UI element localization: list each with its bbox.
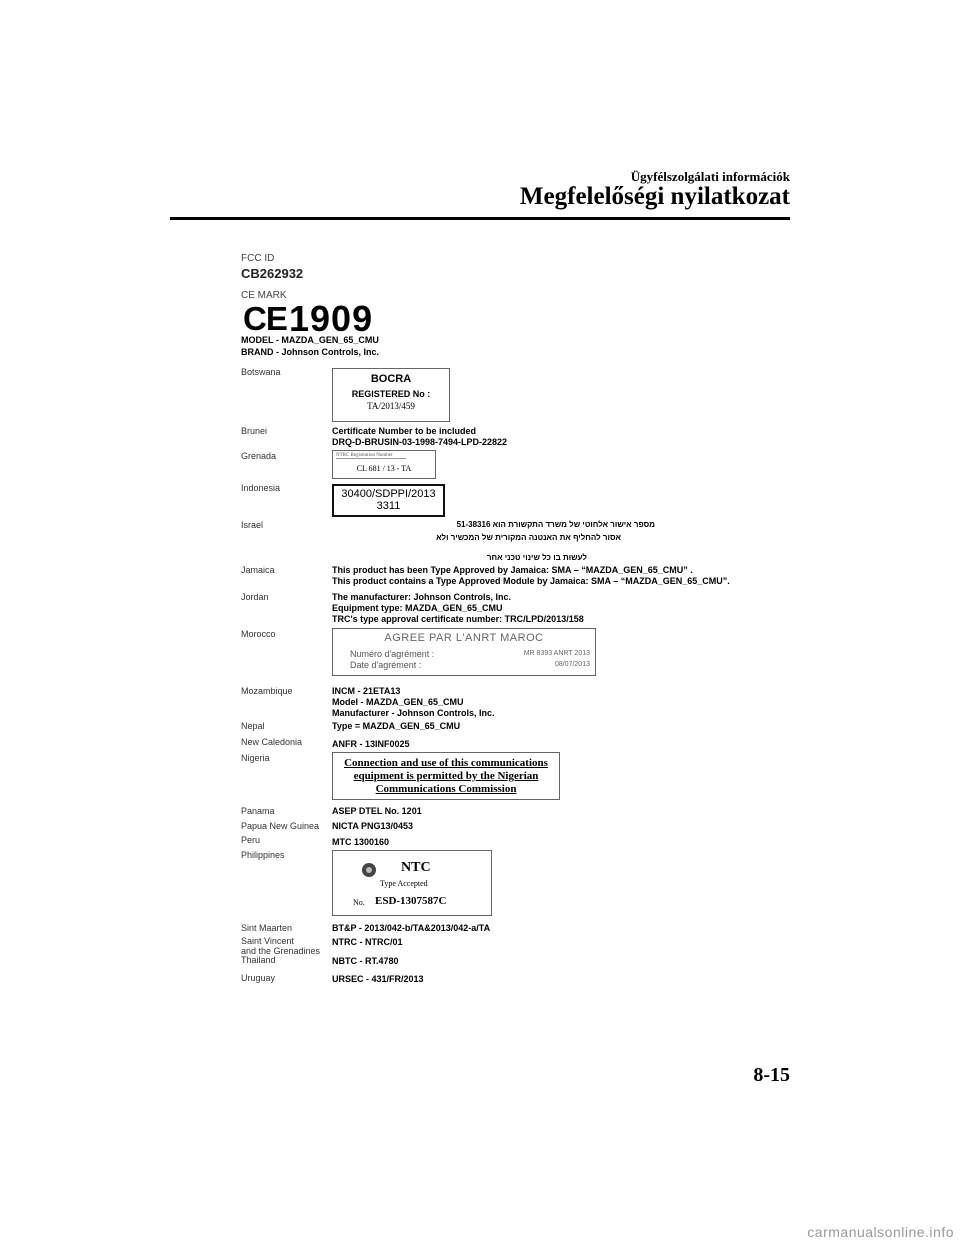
ncc-line: equipment is permitted by the Nigerian xyxy=(353,770,539,782)
page-title: Megfelelőségi nyilatkozat xyxy=(519,183,790,210)
israel-line: מספר אישור אלחוטי של משרד התקשורת הוא 51-38316 xyxy=(456,520,655,529)
country-label-botswana: Botswana xyxy=(241,367,281,377)
png-value: NICTA PNG13/0453 xyxy=(332,821,414,831)
mozambique-line: INCM - 21ETA13 xyxy=(332,686,401,696)
page-number: 8-15 xyxy=(753,1064,790,1086)
fcc-label: FCC ID xyxy=(241,253,275,264)
fcc-id: CB262932 xyxy=(241,266,304,281)
ntrc-number: CL 681 / 13 - TA xyxy=(356,464,412,473)
ncc-line: Connection and use of this communications xyxy=(344,757,548,769)
ce-label: CE MARK xyxy=(241,290,287,301)
ntc-seal-icon xyxy=(361,862,377,878)
country-label-grenada: Grenada xyxy=(241,451,277,461)
st-vincent-label-line: Saint Vincent xyxy=(241,936,294,946)
jordan-value xyxy=(332,592,584,625)
country-label-sint-maarten: Sint Maarten xyxy=(241,923,293,933)
country-label-png: Papua New Guinea xyxy=(241,821,320,831)
ntc-box xyxy=(332,850,492,916)
mozambique-line: Manufacturer - Johnson Controls, Inc. xyxy=(332,708,495,718)
jordan-line: The manufacturer: Johnson Controls, Inc. xyxy=(332,592,512,602)
country-label-jordan: Jordan xyxy=(241,592,269,602)
country-label-indonesia: Indonesia xyxy=(241,483,281,493)
anrt-box xyxy=(332,628,596,676)
anrt-date-label: Date d'agrément : xyxy=(350,660,422,670)
bocra-number: TA/2013/459 xyxy=(367,401,415,411)
jordan-line: Equipment type: MAZDA_GEN_65_CMU xyxy=(332,603,503,613)
panama-value: ASEP DTEL No. 1201 xyxy=(332,806,422,816)
mozambique-line: Model - MAZDA_GEN_65_CMU xyxy=(332,697,464,707)
anrt-number-label: Numéro d'agrément : xyxy=(350,649,435,659)
thailand-value: NBTC - RT.4780 xyxy=(332,956,399,966)
country-label-mozambique: Mozambique xyxy=(241,686,293,696)
country-label-panama: Panama xyxy=(241,806,275,816)
country-label-brunei: Brunei xyxy=(241,426,268,436)
country-label-thailand: Thailand xyxy=(241,955,276,965)
watermark: carmanualsonline.info xyxy=(807,1224,954,1240)
section-name: Ügyfélszolgálati információk xyxy=(630,169,790,184)
bocra-title: BOCRA xyxy=(370,373,412,385)
ntrc-box xyxy=(332,450,436,479)
ntc-title: NTC xyxy=(401,860,431,875)
sdppi-code: 3311 xyxy=(376,500,401,512)
brunei-line: DRQ-D-BRUSIN-03-1998-7494-LPD-22822 xyxy=(332,437,508,447)
st-vincent-label-line: and the Grenadines xyxy=(241,946,321,956)
ncc-line: Communications Commission xyxy=(375,783,517,795)
uruguay-value: URSEC - 431/FR/2013 xyxy=(332,974,424,984)
mozambique-value xyxy=(332,686,495,719)
country-label-st-vincent xyxy=(241,936,320,956)
brunei-line: Certificate Number to be included xyxy=(332,426,477,436)
ntrc-header: NTRC Registration Number xyxy=(336,453,406,459)
country-label-philippines: Philippines xyxy=(241,850,285,860)
nepal-value: Type = MAZDA_GEN_65_CMU xyxy=(332,721,461,731)
ncc-box xyxy=(332,752,560,800)
country-label-nigeria: Nigeria xyxy=(241,753,270,763)
country-label-uruguay: Uruguay xyxy=(241,973,276,983)
model-line: MODEL - MAZDA_GEN_65_CMU xyxy=(241,335,379,345)
country-label-new-caledonia: New Caledonia xyxy=(241,737,303,747)
new-caledonia-value: ANFR - 13INF0025 xyxy=(332,739,410,749)
ce-logo: CE xyxy=(243,300,287,337)
bocra-registered: REGISTERED No : xyxy=(351,389,431,399)
st-vincent-value: NTRC - NTRC/01 xyxy=(332,937,403,947)
country-label-peru: Peru xyxy=(241,835,261,845)
jamaica-value xyxy=(332,565,730,587)
anrt-number-value: MR 8393 ANRT 2013 xyxy=(523,650,590,657)
country-label-morocco: Morocco xyxy=(241,629,276,639)
ntc-no-label: No. xyxy=(353,898,365,907)
ntc-number: ESD-1307587C xyxy=(375,895,447,907)
sdppi-box xyxy=(332,484,445,517)
sint-maarten-value: BT&P - 2013/042-b/TA&2013/042-a/TA xyxy=(332,923,491,933)
sdppi-number: 30400/SDPPI/2013 xyxy=(341,488,436,500)
jordan-line: TRC's type approval certificate number: TRC/LPD/2013/158 xyxy=(332,614,584,624)
jamaica-line: This product has been Type Approved by Jamaica: SMA – “MAZDA_GEN_65_CMU” . xyxy=(332,565,693,575)
ntc-subtitle: Type Accepted xyxy=(380,879,428,888)
brand-line: BRAND - Johnson Controls, Inc. xyxy=(241,347,379,357)
israel-line: לעשות בו כל שינוי טכני אחר xyxy=(486,553,587,562)
jamaica-line: This product contains a Type Approved Module by Jamaica: SMA – “MAZDA_GEN_65_CMU”. xyxy=(332,576,730,586)
bocra-box xyxy=(332,368,450,422)
ce-number: 1909 xyxy=(289,298,374,339)
country-label-israel: Israel xyxy=(241,520,264,530)
header-rule xyxy=(170,217,790,220)
israel-line: אסור להחליף את האנטנה המקורית של המכשיר ולא xyxy=(436,533,621,542)
peru-value: MTC 1300160 xyxy=(332,837,390,847)
country-label-nepal: Nepal xyxy=(241,721,265,731)
brunei-value xyxy=(332,426,507,448)
anrt-title: AGREE PAR L'ANRT MAROC xyxy=(384,632,544,644)
model-info xyxy=(241,334,379,358)
country-label-jamaica: Jamaica xyxy=(241,565,275,575)
anrt-date-value: 08/07/2013 xyxy=(554,661,590,668)
